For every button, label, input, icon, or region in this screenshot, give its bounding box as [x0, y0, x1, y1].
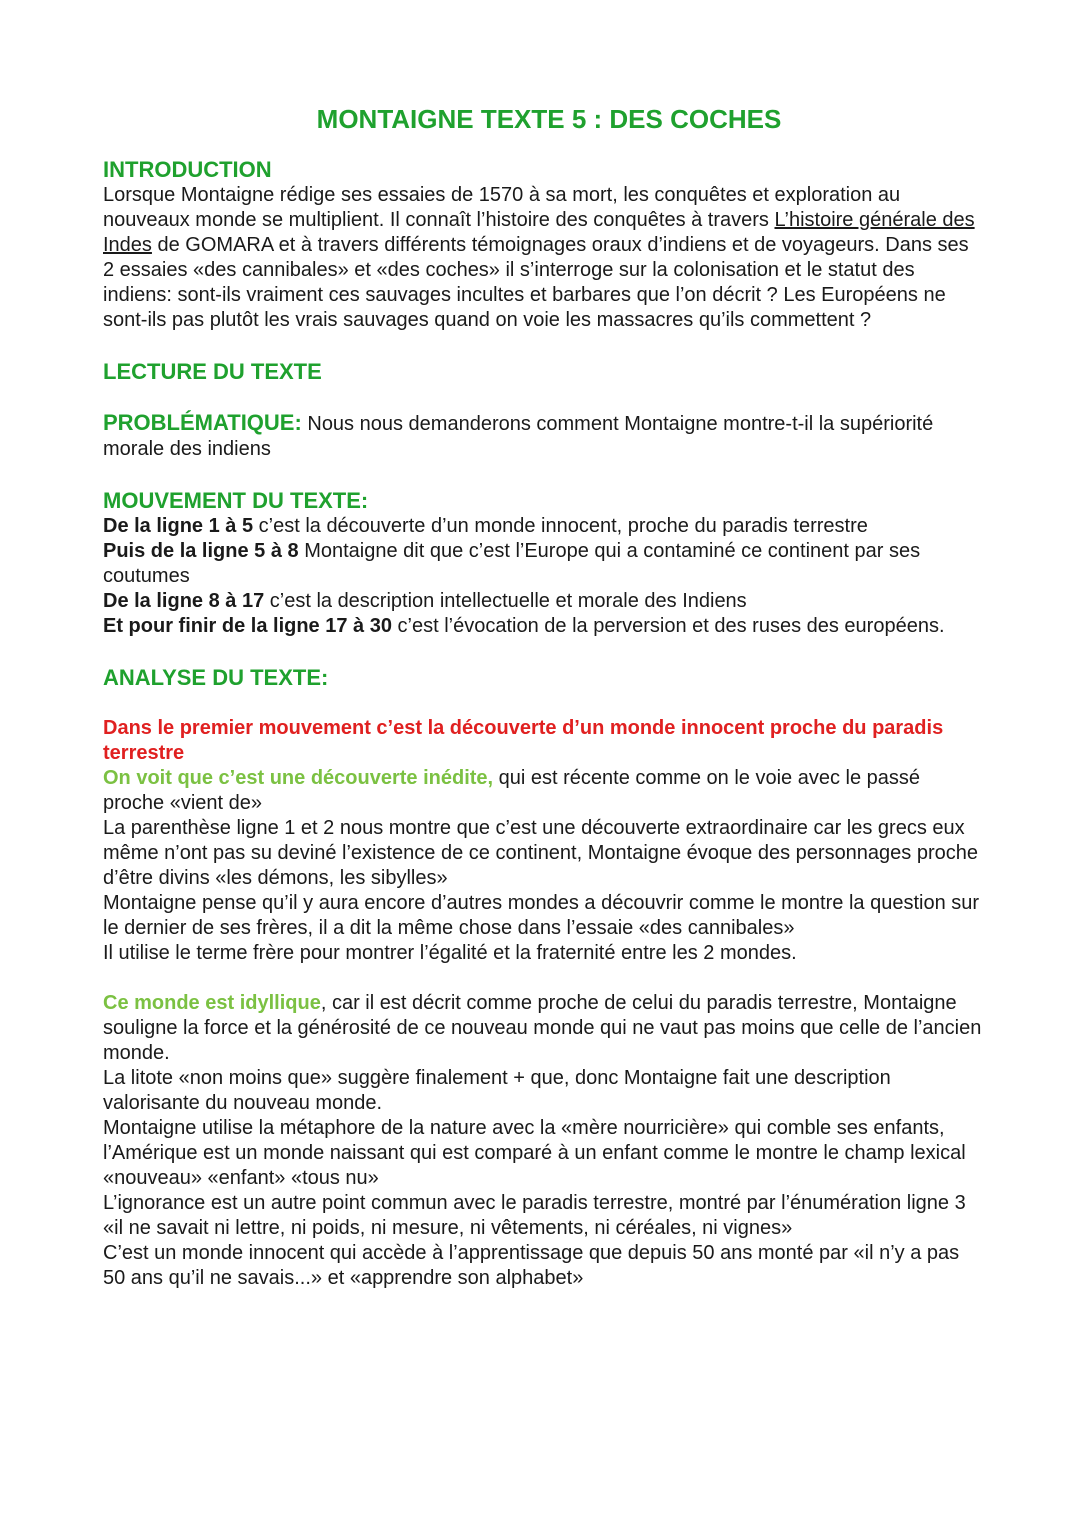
document-page [103, 100, 983, 1291]
lecture-heading: LECTURE DU TEXTE [103, 359, 322, 384]
mouvement-item-range: De la ligne 1 à 5 [103, 515, 254, 537]
analyse-heading: ANALYSE DU TEXTE: [103, 665, 329, 690]
mouvement-item-range: Et pour finir de la ligne 17 à 30 [103, 615, 392, 637]
mouvement-item-text: c’est la découverte d’un monde innocent, proche du paradis terrestre [253, 515, 868, 537]
highlight-phrase: On voit que c’est une découverte inédite, [103, 767, 494, 789]
analyse-paragraph: Montaigne pense qu’il y aura encore d’autres mondes a découvrir comme le montre la question sur le dernier de ses frères, il a dit la même chose dans l’essaie «des cannibales» [103, 892, 980, 939]
problematique-paragraph [103, 410, 983, 462]
intro-text-2: de GOMARA et à travers différents témoignages oraux d’indiens et de voyageurs. Dans ses 2 essaies «des cannibales» et «des coches» il s’interroge sur la colonisation et le statut des indiens: sont-ils vraiment ces sauvages incultes et barbares que l’on décrit ? Les Européens ne sont-ils pas plutôt les vrais sauvages quand on voie les massacres qu’ils commettent ? [103, 234, 969, 331]
mouvement-item [103, 514, 983, 539]
analyse-text: qui est récente comme on le voie avec le passé proche «vient de» [103, 767, 920, 814]
mouvement-item-text: Montaigne dit que c’est l’Europe qui a contaminé ce continent par ses coutumes [103, 540, 921, 587]
document-title: MONTAIGNE TEXTE 5 : DES COCHES [316, 104, 782, 134]
mouvement-item-text: c’est l’évocation de la perversion et des ruses des européens. [391, 615, 945, 637]
analyse-paragraph: La parenthèse ligne 1 et 2 nous montre que c’est une découverte extraordinaire car les grecs eux même n’ont pas su deviné l’existence de ce continent, Montaigne évoque des personnages proche d’être divins «les démons, les sibylles» [103, 817, 979, 889]
analyse-paragraph: C’est un monde innocent qui accède à l’apprentissage que depuis 50 ans monté par «il n’y a pas 50 ans qu’il ne savais...» et «apprendre son alphabet» [103, 1242, 960, 1289]
analyse-text: , car il est décrit comme proche de celui du paradis terrestre, Montaigne souligne la force et la générosité de ce nouveau monde qui ne vaut pas moins que celle de l’ancien monde. [103, 992, 982, 1064]
intro-text-1: Lorsque Montaigne rédige ses essaies de 1570 à sa mort, les conquêtes et exploration au nouveaux monde se multiplient. Il connaît l’histoire des conquêtes à travers [103, 184, 901, 231]
analyse-paragraph [103, 766, 983, 816]
analyse-paragraph [103, 991, 983, 1066]
highlight-phrase: Ce monde est idyllique [103, 992, 321, 1014]
mouvement-item [103, 614, 983, 639]
mouvement-item [103, 539, 983, 589]
intro-heading: INTRODUCTION [103, 157, 272, 182]
mouvement-item [103, 589, 983, 614]
mouvement-item-text: c’est la description intellectuelle et morale des Indiens [264, 590, 747, 612]
mouvement-item-range: Puis de la ligne 5 à 8 [103, 540, 299, 562]
analyse-section-heading: Dans le premier mouvement c’est la découverte d’un monde innocent proche du paradis terrestre [103, 717, 944, 764]
mouvement-item-range: De la ligne 8 à 17 [103, 590, 265, 612]
intro-paragraph [103, 183, 983, 333]
analyse-paragraph: Montaigne utilise la métaphore de la nature avec la «mère nourricière» qui comble ses enfants, l’Amérique est un monde naissant qui est comparé à un enfant comme le montre le champ lexical «nouveau» «enfant» «tous nu» [103, 1117, 966, 1189]
analyse-paragraph: Il utilise le terme frère pour montrer l’égalité et la fraternité entre les 2 mondes. [103, 942, 797, 964]
analyse-paragraph: L’ignorance est un autre point commun avec le paradis terrestre, montré par l’énumération ligne 3 «il ne savait ni lettre, ni poids, ni mesure, ni vêtements, ni céréales, ni vignes» [103, 1192, 966, 1239]
book-title: L’histoire générale des Indes [103, 209, 975, 256]
mouvement-heading: MOUVEMENT DU TEXTE: [103, 488, 369, 513]
problematique-colon: : [294, 410, 302, 435]
problematique-text: Nous nous demanderons comment Montaigne montre-t-il la supériorité morale des indiens [103, 413, 934, 460]
problematique-label: PROBLÉMATIQUE [103, 410, 295, 435]
analyse-paragraph: La litote «non moins que» suggère finalement + que, donc Montaigne fait une description valorisante du nouveau monde. [103, 1067, 891, 1114]
